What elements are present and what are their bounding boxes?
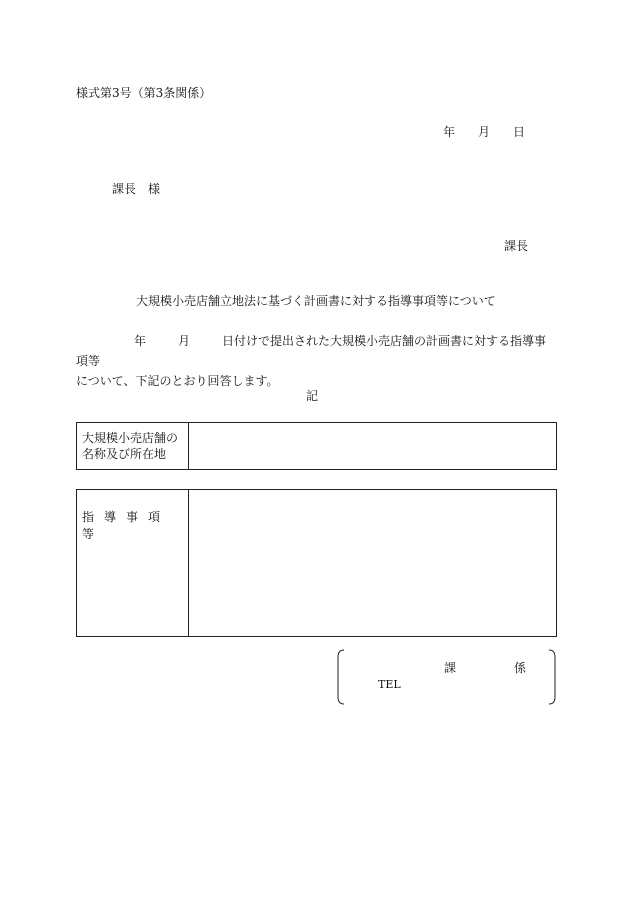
- store-name-label: [77, 423, 189, 470]
- guidance-field[interactable]: [189, 490, 557, 637]
- contact-box: [336, 649, 557, 704]
- body-year: 年: [134, 334, 147, 348]
- store-info-table: [76, 422, 557, 470]
- contact-tel: TEL: [378, 678, 401, 691]
- store-name-field[interactable]: [189, 423, 557, 470]
- body-line1: 日付けで提出された大規模小売店舗の計画書に対する指導事項等: [76, 334, 547, 368]
- body-month: 月: [178, 334, 191, 348]
- subject: 大規模小売店舗立地法に基づく計画書に対する指導事項等について: [136, 294, 496, 308]
- date-year: 年: [443, 125, 456, 139]
- sender: 課長: [504, 239, 529, 253]
- addressee-honorific: 様: [148, 182, 161, 196]
- date-month: 月: [478, 125, 491, 139]
- date-line: [443, 123, 525, 140]
- contact-staff: 係: [514, 661, 527, 675]
- store-name-label-line1: 大規模小売店舗の: [82, 431, 179, 445]
- form-number: 様式第3号（第3条関係）: [76, 86, 212, 100]
- contact-section: 課: [444, 661, 457, 675]
- guidance-label: 指導事項等: [77, 490, 189, 637]
- body-line2: について、下記のとおり回答します。: [76, 374, 279, 388]
- addressee: [112, 180, 160, 197]
- body-text: [76, 331, 556, 391]
- guidance-table: [76, 489, 557, 637]
- store-name-label-line2: 名称及び所在地: [82, 447, 167, 461]
- addressee-title: 課長: [112, 182, 137, 196]
- date-day: 日: [513, 125, 526, 139]
- contact-brackets: [336, 649, 557, 705]
- ki-heading: 記: [306, 389, 319, 403]
